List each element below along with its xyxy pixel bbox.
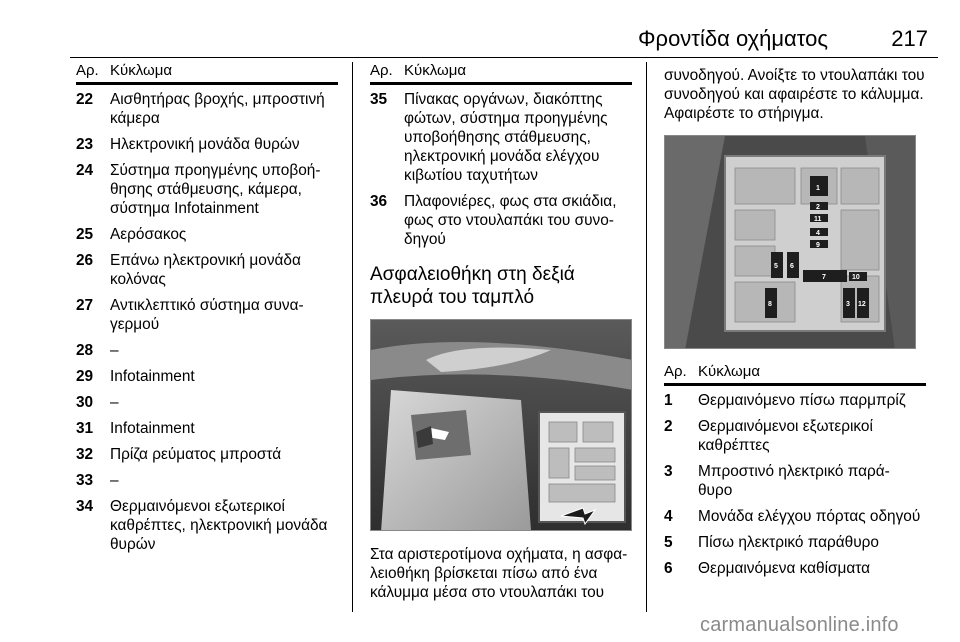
table-row: 5 Πίσω ηλεκτρικό παράθυρο [664, 534, 879, 551]
fuse-label: 10 [852, 274, 860, 281]
table-header: Αρ. Κύκλωμα [664, 363, 926, 386]
table-row: 24 Σύστημα προηγμένης υποβοή- θησης στάθμευσης, κάμερα, σύστημα Infotainment [76, 162, 321, 217]
fuse-label: 6 [790, 263, 794, 270]
table-row: 32 Πρίζα ρεύματος μπροστά [76, 446, 282, 463]
column-middle [370, 62, 632, 602]
fuse-box-photo [664, 135, 916, 349]
table-row: 23 Ηλεκτρονική μονάδα θυρών [76, 136, 300, 153]
fuse-label: 11 [814, 216, 822, 223]
table-row: 2 Θερμαινόμενοι εξωτερικοί καθρέπτες [664, 418, 873, 454]
fuse-label: 5 [774, 263, 778, 270]
page-number: 217 [891, 26, 928, 51]
table-row: 34 Θερμαινόμενοι εξωτερικοί καθρέπτες, ηλεκτρονική μονάδα θυρών [76, 498, 328, 553]
table-header-circuit: Κύκλωμα [110, 62, 173, 79]
column-divider [352, 62, 353, 612]
column-divider [646, 62, 647, 612]
table-row: 36 Πλαφονιέρες, φως στα σκιάδια, φως στο ντουλαπάκι του συνο- δηγού [370, 193, 617, 248]
table-row: 35 Πίνακας οργάνων, διακόπτης φώτων, σύστημα προηγμένης υποβοήθησης στάθμευσης, ηλεκτρονική μονάδα ελέγχου κιβωτίου ταχυτήτων [370, 91, 608, 184]
table-row: 22 Αισθητήρας βροχής, μπροστινή κάμερα [76, 91, 325, 127]
table-row: 30 – [76, 394, 119, 411]
table-row: 6 Θερμαινόμενα καθίσματα [664, 560, 871, 577]
fuse-label: 4 [816, 230, 820, 237]
body-paragraph: Στα αριστεροτίμονα οχήματα, η ασφα- λειοθήκη βρίσκεται πίσω από ένα κάλυμμα μέσα στο ντουλαπάκι του [370, 546, 628, 601]
table-row: 25 Αερόσακος [76, 226, 187, 243]
glovebox-photo [370, 319, 632, 531]
page-title: Φροντίδα οχήματος [638, 26, 828, 51]
table-header [76, 62, 338, 85]
fuse-label: 3 [846, 301, 850, 308]
table-row: 29 Infotainment [76, 368, 195, 385]
table-header: Αρ. Κύκλωμα [370, 62, 632, 85]
section-title: Ασφαλειοθήκη στη δεξιά πλευρά του ταμπλό [370, 264, 575, 308]
table-row: 4 Μονάδα ελέγχου πόρτας οδηγού [664, 508, 921, 525]
fuse-label: 9 [816, 242, 820, 249]
table-row: 31 Infotainment [76, 420, 195, 437]
fuse-label: 8 [768, 301, 772, 308]
table-row: 1 Θερμαινόμενο πίσω παρμπρίζ [664, 392, 906, 409]
table-row: 28 – [76, 342, 119, 359]
table-row: 27 Αντικλεπτικό σύστημα συνα- γερμού [76, 297, 304, 333]
column-right [664, 62, 926, 578]
table-header-num: Αρ. [76, 62, 99, 79]
fuse-label: 12 [858, 301, 866, 308]
fuse-label: 2 [816, 204, 820, 211]
body-paragraph: συνοδηγού. Ανοίξτε το ντουλαπάκι του συνοδηγού και αφαιρέστε το κάλυμμα. Αφαιρέστε το στήριγμα. [664, 67, 925, 122]
fuse-label: 7 [822, 274, 826, 281]
table-row: 33 – [76, 472, 119, 489]
page-header [70, 14, 938, 58]
column-left [76, 62, 338, 554]
watermark: carmanualsonline.info [700, 614, 899, 636]
table-row: 26 Επάνω ηλεκτρονική μονάδα κολόνας [76, 252, 301, 288]
table-row: 3 Μπροστινό ηλεκτρικό παρά- θυρο [664, 463, 890, 499]
fuse-label: 1 [816, 185, 820, 192]
